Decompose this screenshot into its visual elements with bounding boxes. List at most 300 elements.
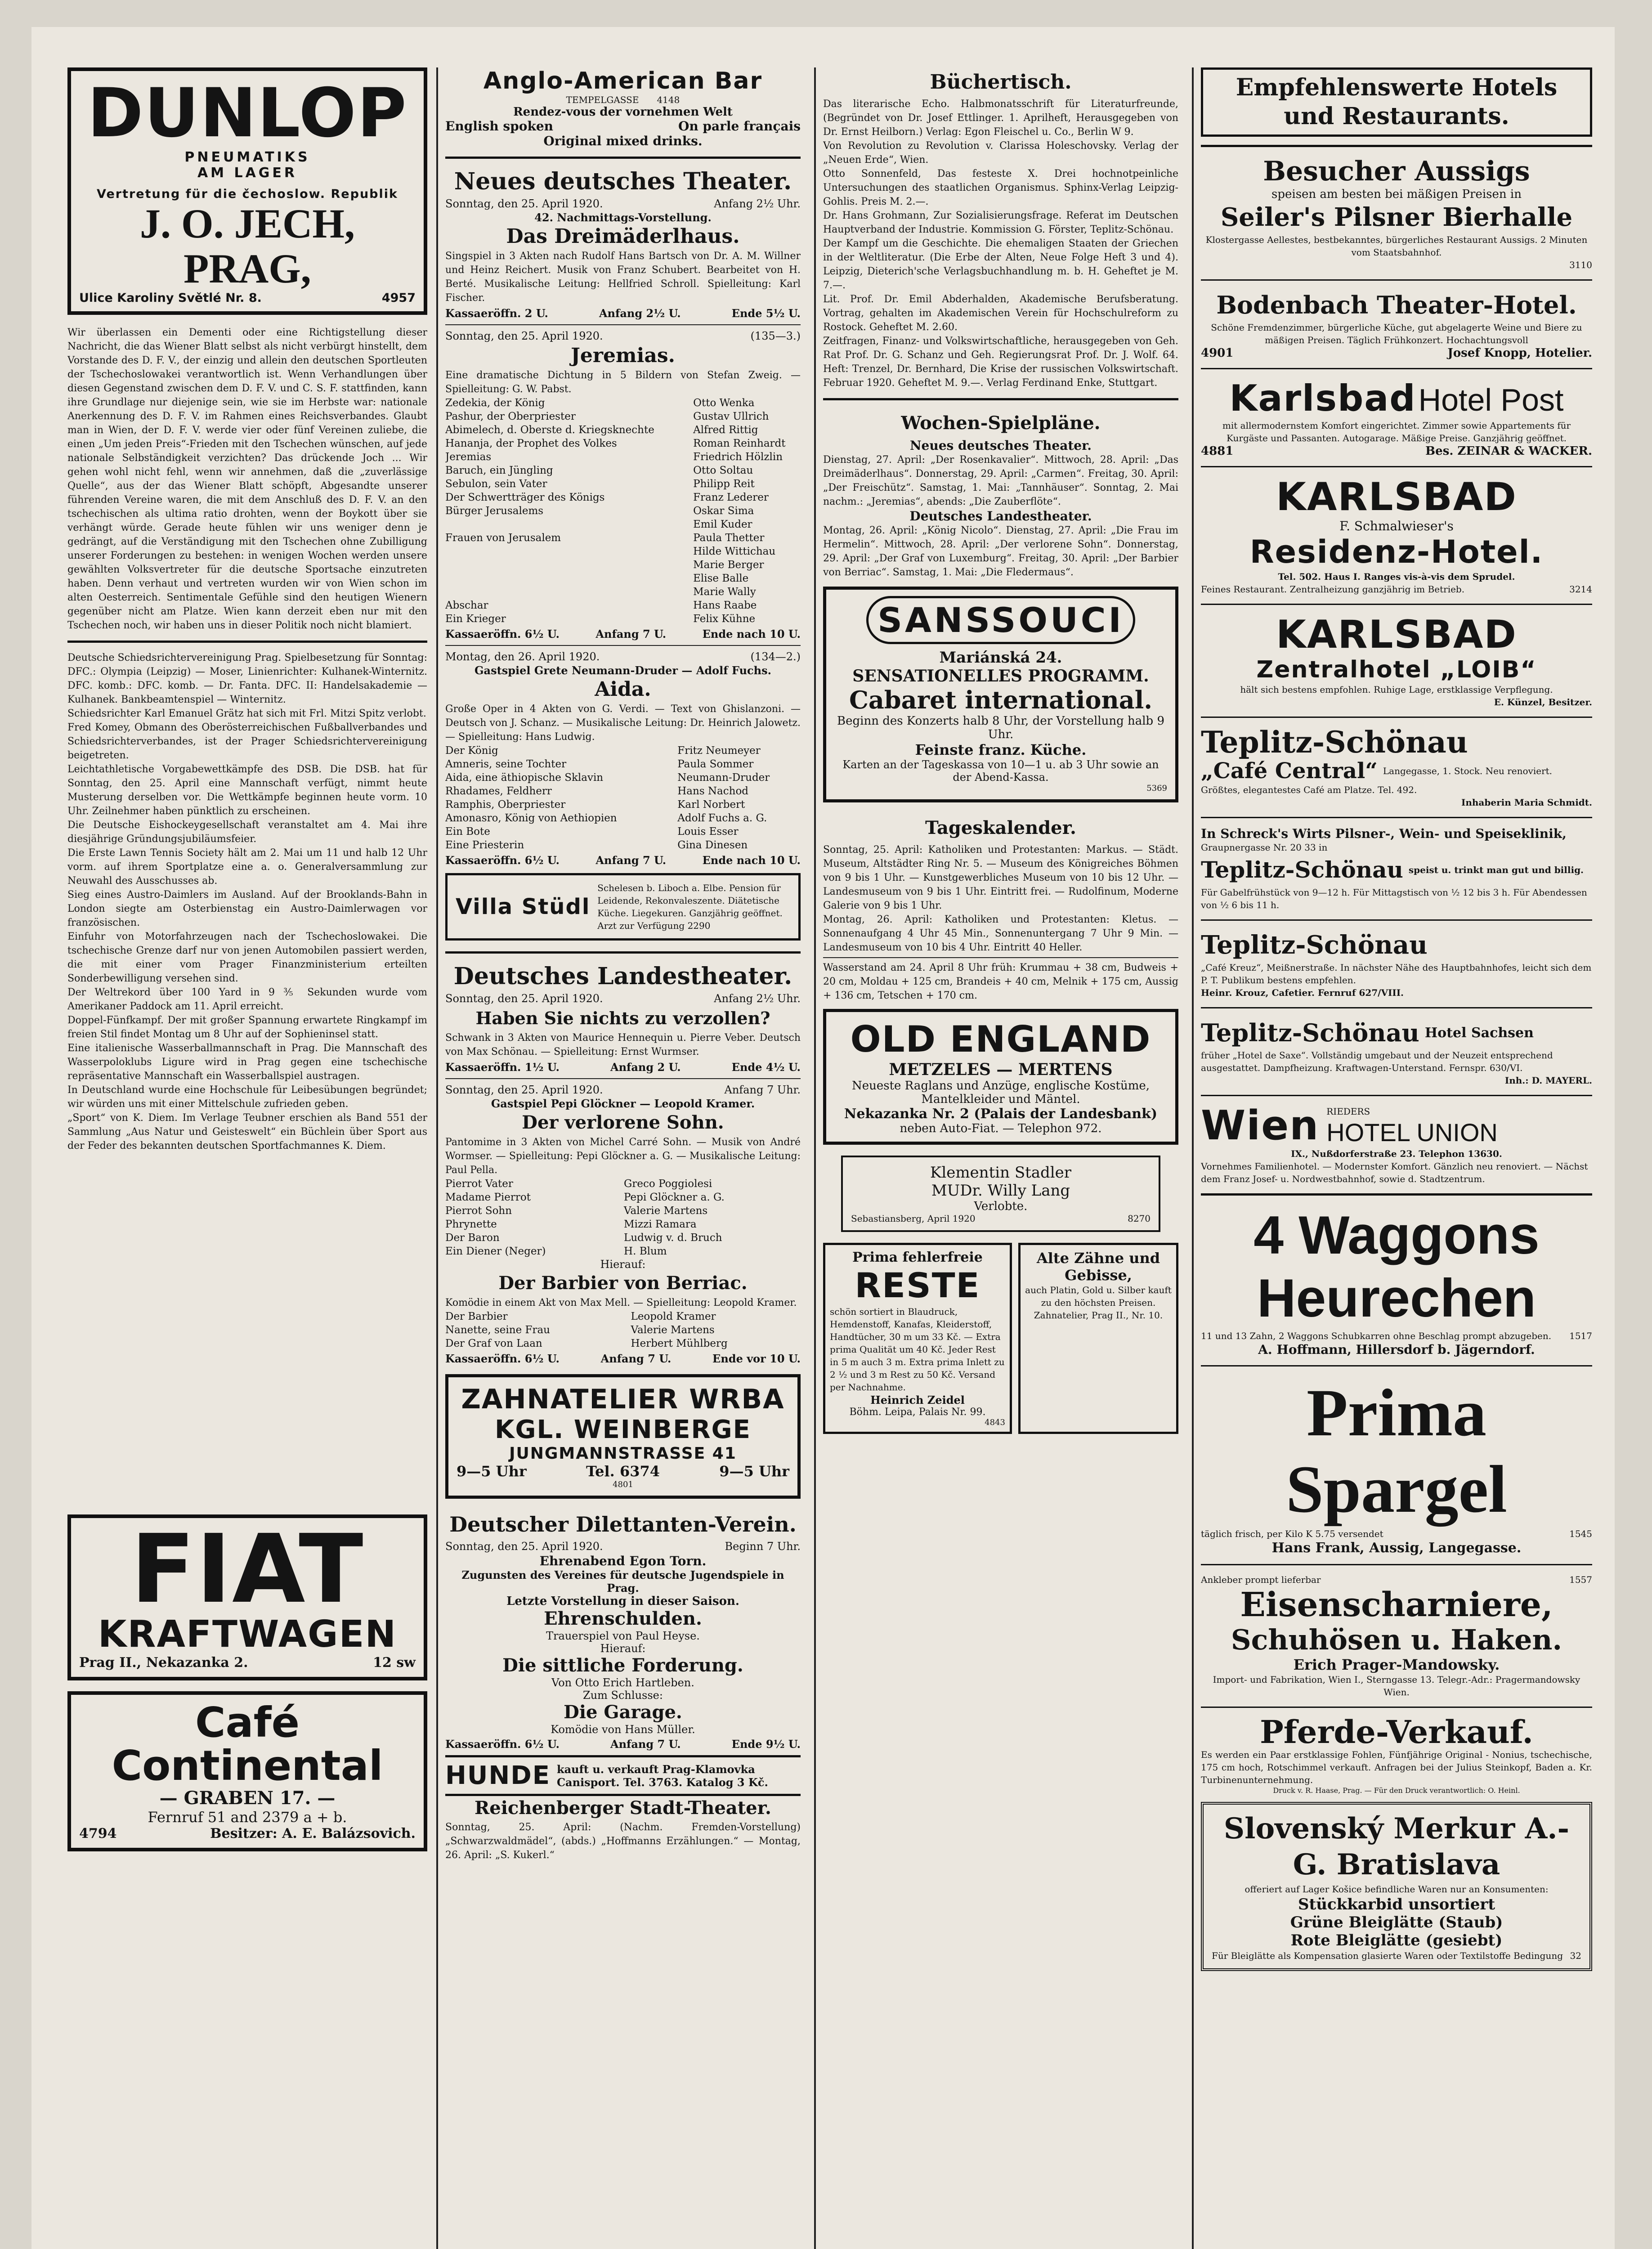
cast-actor: Franz Lederer [693,492,769,503]
hunde-word: HUNDE [445,1761,551,1790]
teplitz-cafe-kreuz-ad [1201,929,1592,999]
bodenbach-owner: Josef Knopp, Hotelier. [1447,346,1592,360]
verlobung-notice [841,1156,1160,1232]
cast-row [445,1245,801,1258]
cast-role: Der Baron [445,1232,500,1244]
eisen-head: Ankleber prompt lieferbar [1201,1574,1321,1585]
karlsbad-loib-ad [1201,613,1592,708]
cast-role: Aida, eine äthiopische Sklavin [445,772,604,784]
cast-row [445,423,801,437]
wien-union-ad [1201,1104,1592,1185]
ndt-kassa1b: Anfang 2½ U. [599,307,681,320]
reichenberg-text: Sonntag, 25. April: (Nachm. Fremden-Vorstellung) „Schwarzwaldmädel“, (abds.) „Hoffmanns Erzählungen.“ — Montag, 26. April: „S. Kukerl.“ [445,1822,801,1861]
merkur-line: offeriert auf Lager Košice befindliche Waren nur an Konsumenten: [1245,1884,1549,1895]
sanssouci-ref: 5369 [1146,784,1167,793]
ldt-kassa2c: Ende vor 10 U. [712,1352,801,1365]
column-rule [436,67,438,2249]
cast-row [445,477,801,491]
ndt-desc2: Eine dramatische Dichtung in 5 Bildern von Stefan Zweig. — Spielleitung: G. W. Pabst. [445,370,801,395]
cast-role: Abimelech, d. Oberste d. Kriegsknechte [445,424,654,436]
bar-line1: Rendez-vous der vornehmen Welt [513,105,733,119]
cast-role: Rhadames, Feldherr [445,785,552,797]
cast-actor: Marie Wally [693,586,756,598]
teplitz-hotel-sachsen-ad [1201,1017,1592,1087]
divider [445,157,801,159]
teplitz1-text: Größtes, elegantestes Café am Platze. Tel. 492. [1201,784,1417,795]
wochen-title: Wochen-Spielpläne. [901,412,1101,434]
schreck-ad [1201,826,1592,911]
zahn-hours1: 9—5 Uhr [457,1463,527,1480]
divider [1201,1095,1592,1096]
ldt-kassa1b: Anfang 2 U. [610,1061,681,1074]
fiat-brand: FIAT [130,1514,364,1624]
ndt-date3: Montag, den 26. April 1920. [445,650,600,663]
ndt-kassa3b: Anfang 7 U. [595,854,667,867]
dil-play2: Die sittliche Forderung. [502,1655,743,1676]
wien-city: Wien [1201,1102,1320,1149]
cast-role: Ein Bote [445,826,490,838]
bar-place: TEMPELGASSE [566,94,639,105]
cast-role: Der Barbier [445,1311,508,1322]
dil-kassa-c: Ende 9½ U. [731,1738,801,1751]
cast-row [445,1191,801,1204]
ndt-desc1: Singspiel in 3 Akten nach Rudolf Hans Bartsch von Dr. A. M. Willner und Heinz Reichert. Musik von Franz Schubert. Bearbeitet von H. Berté. Musikalische Leitung: Hellfried Schroll. Spielleitung: Karl Fischer. [445,251,801,304]
ldt-kassa1a: Kassaeröffn. 1½ U. [445,1061,560,1074]
villa-name: Villa Stüdl [456,894,591,919]
cast-role: Der Schwertträger des Königs [445,492,605,503]
ldt-kassa2a: Kassaeröffn. 6½ U. [445,1352,560,1365]
cast-row [445,504,801,518]
cast-actor: Emil Kuder [693,519,752,530]
divider [823,398,1178,400]
cast-row [445,450,801,464]
sanssouci-name: SANSSOUCI [877,600,1124,640]
reste-text: schön sortiert in Blaudruck, Hemdenstoff, Kanafas, Kleiderstoff, Handtücher, 30 m um 33 Kč. — Extra prima Qualität um 40 Kč. Jeder Rest in 5 m auch 3 m. Extra prima Inlett zu 2 ½ und 3 m Rest zu 50 Kč. Versand per Nachnahme. [830,1306,1005,1393]
teplitz2-times: Für Gabelfrühstück von 9—12 h. Für Mittagstisch von ½ 12 bis 3 h. Für Abendessen von ½ 6 bis 11 h. [1201,887,1587,910]
schreck-addr: Graupnergasse Nr. 20 33 in [1201,842,1328,853]
zahnatelier-ad [445,1374,801,1499]
news-article-1: Wir überlassen ein Dementi oder eine Richtigstellung dieser Nachricht, die das Wiener Blatt selbst als nicht verbürgt hinstellt, dem Vorstande des D. F. V., der einzig und allein den deutschen Sportleuten der Tschechoslowakei verantwortlich ist. Wenn Verhandlungen über diesen Gegenstand zwischen dem D. F. V. und C. S. F. stattfinden, kann ihre Grundlage nur diejenige sein, wie sie im Herbste war: nationale Anerkennung des D. F. V. im Rahmen eines Reichsverbandes. Glaubt man in Wien, der D. F. V. werde vier oder fünf Vereinen zuliebe, die einen „Um jeden Preis“-Frieden mit den Tschechen wünschen, auf jede nationale Selbständigkeit verzichten? Das drückende Joch ... Wir gehen wohl nicht fehl, wenn wir annehmen, daß die „zuverlässige Quelle“, aus der das Wiener Blatt schöpft, Abgesandte unserer führenden Vereine waren, die mit dem Anschluß des D. F. V. an den tschechischen als ultima ratio drohten, wenn der Boykott über sie verhängt würde. Gerade heute fühlen wir uns weniger denn je gedrängt, auf die Verständigung mit den Tschechen ohne Zubilligung unserer Forderungen zu bestehen: in wenigen Wochen werden unsere gewählten Volksvertreter für die deutsche Sportsache einzutreten haben. Denn verhaut und vertreten wurden wir von Wien schon im alten Oesterreich. Sentimentale Gefühle sind den heutigen Wienern gegenüber nicht am Platze. Wien kann derzeit eben nur mit den Tschechen noch, wir haben uns in dieser Politik noch nicht blamiert. [67,327,427,631]
wochen-ndt: Neues deutsches Theater. [909,438,1092,453]
ndt-kassa3c: Ende nach 10 U. [702,854,801,867]
cast-row [445,464,801,477]
divider [1201,1007,1592,1008]
cast-row [445,545,801,558]
cast-row [445,784,801,798]
cast-role: Sebulon, sein Vater [445,478,547,490]
divider [1201,1193,1592,1196]
cast-actor: Valerie Martens [624,1205,708,1217]
sanssouci-address: Mariánská 24. [939,649,1062,667]
dil-desc3: Komödie von Hans Müller. [551,1723,695,1736]
cast-actor: Herbert Mühlberg [631,1338,728,1349]
karlsbad2-city: KARLSBAD [1276,475,1517,520]
ldt-kassa2b: Anfang 7 U. [600,1352,672,1365]
cast-role: Nanette, seine Frau [445,1324,550,1336]
dunlop-line3: Vertretung für die čechoslow. Republik [97,187,398,201]
ldt-date1: Sonntag, den 25. April 1920. [445,992,603,1005]
cast-role [445,545,686,558]
bodenbach-text: Schöne Fremdenzimmer, bürgerliche Küche, gut abgelagerte Weine und Biere zu mäßigen Preisen. Täglich Frühkonzert. Hochachtungsvoll [1211,322,1582,345]
cast-actor: Hilde Wittichau [693,546,776,557]
karlsbad2-tel: Tel. 502. Haus I. Ranges vis-à-vis dem Sprudel. [1278,571,1515,582]
cast-role: Pashur, der Oberpriester [445,411,576,422]
ldt-desc3: Komödie in einem Akt von Max Mell. — Spielleitung: Leopold Kramer. [445,1297,797,1308]
teplitz1-city: Teplitz-Schönau [1201,725,1468,760]
waggons-title: 4 Waggons Heurechen [1254,1205,1540,1328]
cast-actor: Hans Raabe [693,600,757,611]
cast-row [445,825,801,838]
dil-schluss: Zum Schlusse: [583,1689,663,1702]
cast-role: Amneris, seine Tochter [445,758,567,770]
dilettanten-title: Deutscher Dilettanten-Verein. [449,1512,797,1537]
dil-play1: Ehrenschulden. [544,1608,702,1629]
cast-row [445,771,801,784]
spargel-title: Prima Spargel [1286,1375,1507,1527]
eisen-title1: Eisenscharniere, [1240,1586,1553,1624]
cast-row [445,838,801,852]
karlsbad1-text: mit allermodernstem Komfort eingerichtet. Zimmer sowie Appartements für Kurgäste und Passanten. Autogarage. Mäßige Preise. Ganzjährig geöffnet. [1222,420,1571,444]
aussig-ad [1201,155,1592,271]
reste-ref: 4843 [985,1418,1005,1427]
cast-actor: Valerie Martens [631,1324,715,1336]
ndt-play1: Das Dreimäderlhaus. [506,225,740,248]
cast-row [445,437,801,450]
cafe-continental-ad [67,1691,427,1851]
cast-actor: Hans Nachod [677,785,749,797]
ndt-kassa1c: Ende 5½ U. [731,307,801,320]
hunde-ad [445,1755,801,1796]
cast-row [445,612,801,626]
cast-role: Ein Diener (Neger) [445,1245,546,1257]
cast-actor: Alfred Rittig [693,424,758,436]
cast-actor: Gina Dinesen [677,839,748,851]
cast-row [445,1310,801,1323]
zaehne-title: Alte Zähne und Gebisse, [1036,1250,1160,1284]
cast-actor: Elise Balle [693,573,749,584]
cast-role: Phrynette [445,1219,497,1230]
divider [445,951,801,954]
dunlop-company: J. O. JECH, PRAG, [140,201,355,291]
ndt-kassa3a: Kassaeröffn. 6½ U. [445,854,560,867]
oe-address: Nekazanka Nr. 2 (Palais der Landesbank) [844,1106,1158,1122]
cast-row [445,798,801,811]
cast-actor: Otto Wenka [693,397,755,409]
sanssouci-ad [823,587,1178,802]
buecher-text: Das literarische Echo. Halbmonatsschrift für Literaturfreunde, (Begründet von Dr. Josef Ettlinger. 1. Aprilheft, Herausgegeben von Dr. Ernst Heilborn.) Verlag: Egon Fleischel u. Co., Berlin W 9. Von Revolution zu Revolution v. Clarissa Holeschovsky. Verlag der „Neuen Erde“, Wien. Otto Sonnenfeld, Das festeste X. Drei hochnotpeinliche Untersuchungen des staatlichen Organismus. Sphinx-Verlag Leipzig-Gohlis. Preis M. 2.—. Dr. Hans Grohmann, Zur Sozialisierungsfrage. Referat im Deutschen Hauptverband der Industrie. Kommission G. Förster, Teplitz-Schönau. Der Kampf um die Geschichte. Die ehemaligen Staaten der Griechen in der Weltliteratur. (Die Erbe der Alten, Neue Folge Heft 3 und 4). Leipzig, Dieterich'sche Verlagsbuchhandlung m. b. H. Geheftet je M. 7.—. Lit. Prof. Dr. Emil Abderhalden, Akademische Berufsberatung. Vortrag, gehalten im Akademischen Verein für Hochschulreform zu Rostock. Geheftet M. 2.60. Zeitfragen, Finanz- und Volkswirtschaftliche, herausgegeben von Geh. Rat Prof. Dr. G. Schanz und Geh. Regierungsrat Prof. Dr. J. Wolf. 64. Heft: Trenzel, Dr. Bernhard, Die Krise der russischen Volkswirtschaft. Februar 1920. Geheftet M. 9.—. Verlag Ferdinand Enke, Stuttgart. [823,99,1178,389]
teplitz-cafe-central-ad [1201,726,1592,809]
verlobung-place: Sebastiansberg, April 1920 [851,1213,976,1224]
ldt-hierauf: Hierauf: [600,1258,646,1271]
cast-actor: Friedrich Hölzlin [693,451,783,463]
cast-role: Zedekia, der König [445,397,545,409]
cast-role: Bürger Jerusalems [445,505,544,517]
ndt-ref3: (134—2.) [750,650,801,663]
villa-stuedl-ad [445,873,801,941]
bar-line3: Original mixed drinks. [543,134,703,148]
cast-row [445,1177,801,1191]
dil-zugunsten: Zugunsten des Vereines für deutsche Jugendspiele in Prag. [461,1568,784,1595]
aussig-name: Seiler's Pilsner Bierhalle [1220,202,1573,232]
eisen-firm: Erich Prager-Mandowsky. [1293,1656,1500,1673]
wochen-ldt-text: Montag, 26. April: „König Nicolo“. Dienstag, 27. April: „Die Frau im Hermelin“. Mittwoch, 28. April: „Der verlorene Sohn“. Donnerstag, 29. April: „Der Graf von Luxemburg“. Freitag, 30. April: „Der Barbier von Berriac“. Samstag, 1. Mai: „Die Fledermaus“. [823,525,1178,578]
column-2 [445,67,801,2249]
ndt-cast-list [445,744,801,852]
schreck-name: In Schreck's Wirts Pilsner-, Wein- und Speiseklinik, [1201,826,1567,841]
divider [1201,604,1592,605]
cast-actor: Leopold Kramer [631,1311,716,1322]
cast-row [445,811,801,825]
ndt-date2: Sonntag, den 25. April 1920. [445,330,603,342]
cast-role [445,572,686,585]
zahn-street: JUNGMANNSTRASSE 41 [509,1444,737,1463]
buecher-title: Büchertisch. [930,71,1072,94]
teplitz4-name: Hotel Sachsen [1424,1025,1534,1041]
cast-row [445,572,801,585]
dil-play3: Die Garage. [564,1702,682,1723]
verlobung-name2: MUDr. Willy Lang [931,1182,1070,1200]
ldt-start2: Anfang 7 Uhr. [724,1084,801,1096]
cast-role [445,518,686,531]
cast-row [445,410,801,423]
dunlop-address: Ulice Karoliny Světlé Nr. 8. [79,291,262,305]
pferde-title: Pferde-Verkauf. [1260,1713,1533,1751]
karlsbad2-owner: F. Schmalwieser's [1339,519,1454,533]
dil-kassa-a: Kassaeröffn. 6½ U. [445,1738,560,1751]
reste-firm: Heinrich Zeidel [870,1393,965,1407]
cast-actor: Paula Sommer [677,758,754,770]
divider [1201,919,1592,921]
dil-hierauf1: Hierauf: [600,1642,646,1655]
teplitz1-name: „Café Central“ [1201,758,1378,784]
reichenberg-title: Reichenberger Stadt-Theater. [475,1797,771,1819]
cast-row [445,491,801,504]
karlsbad1-name: Karlsbad [1229,377,1416,419]
cast-row [445,1218,801,1231]
cast-role: Madame Pierrot [445,1192,531,1203]
cast-role: Ramphis, Oberpriester [445,799,566,811]
divider [1201,717,1592,718]
newspaper-page [31,27,1615,2249]
cast-actor: Ludwig v. d. Bruch [624,1232,722,1244]
ldt-desc2: Pantomime in 3 Akten von Michel Carré Sohn. — Musik von André Wormser. — Spielleitung: Pepi Glöckner a. G. — Musikalische Leitung: Paul Pella. [445,1137,801,1176]
zaehne-text: auch Platin, Gold u. Silber kauft zu den höchsten Preisen. Zahnatelier, Prag II., Nr. 10. [1025,1285,1172,1321]
oe-owner: METZELES — MERTENS [889,1060,1113,1079]
eisen-title2: Schuhösen u. Haken. [1231,1623,1562,1656]
ndt-ref2: (135—3.) [750,330,801,342]
cast-role: Pierrot Sohn [445,1205,512,1217]
karlsbad-post-ad [1201,377,1592,458]
merkur-item2: Grüne Bleiglätte (Staub) [1290,1913,1503,1931]
cast-row [445,1323,801,1337]
spargel-ref: 1545 [1569,1528,1592,1539]
dunlop-brand: DUNLOP [87,74,407,152]
old-england-ad [823,1009,1178,1145]
cast-actor: Otto Soltau [693,465,753,476]
dil-kassa-b: Anfang 7 U. [610,1738,681,1751]
tageskal-text: Sonntag, 25. April: Katholiken und Protestanten: Markus. — Städt. Museum, Altstädter Ring Nr. 5. — Museum des Königreiches Böhmen von 9 bis 1 Uhr. — Kunstgewerbliches Museum von 10 bis 12 Uhr. — Landesmuseum von 9 bis 1 Uhr. Eintritt frei. — Rudolfinum, Moderne Galerie von 9 bis 1 Uhr. Montag, 26. April: Katholiken und Protestanten: Kletus. — Sonnenaufgang 4 Uhr 45 Min., Sonnenuntergang 7 Uhr 9 Min. — Landesmuseum von 10 bis 4 Uhr. Eintritt 40 Heller. [823,844,1178,953]
karlsbad1-ref: 4881 [1201,444,1234,458]
cafe-address: — GRABEN 17. — [159,1788,336,1809]
karlsbad-residenz-ad [1201,475,1592,596]
teplitz3-city: Teplitz-Schönau [1201,930,1428,960]
bodenbach-ad [1201,289,1592,360]
cast-actor: Mizzi Ramara [624,1219,697,1230]
cast-role: Der König [445,745,498,757]
ndt-kassa2a: Kassaeröffn. 6½ U. [445,627,560,641]
divider [1201,817,1592,818]
ldt-desc1: Schwank in 3 Akten von Maurice Hennequin u. Pierre Veber. Deutsch von Max Schönau. — Spielleitung: Ernst Wurmser. [445,1032,801,1057]
cast-actor: Greco Poggiolesi [624,1178,712,1190]
cast-row [445,1337,801,1350]
reste-word: RESTE [855,1265,980,1305]
divider [1201,1707,1592,1708]
cast-row [445,518,801,531]
cast-actor: Adolf Fuchs a. G. [677,812,767,824]
oe-near: neben Auto-Fiat. — Telephon 972. [900,1122,1102,1135]
ldt-kassa1c: Ende 4½ U. [731,1061,801,1074]
cafe-name: Café Continental [112,1698,383,1790]
verlobung-ref: 8270 [1128,1213,1151,1224]
cast-actor: Oskar Sima [693,505,754,517]
fiat-line: KRAFTWAGEN [98,1613,397,1656]
cast-actor: Paula Thetter [693,532,765,544]
merkur-ad [1201,1802,1592,1971]
divider [1201,1564,1592,1565]
reste-address: Böhm. Leipa, Palais Nr. 99. [849,1407,986,1418]
dunlop-ad [67,67,427,315]
merkur-title: Slovenský Merkur A.-G. Bratislava [1223,1812,1570,1882]
bodenbach-name: Bodenbach Theater-Hotel. [1216,291,1577,319]
eisen-ref: 1557 [1569,1574,1592,1585]
dil-desc2: Von Otto Erich Hartleben. [551,1676,694,1689]
pferde-ad [1201,1713,1592,1795]
karlsbad3-name: Zentralhotel „LOIB“ [1256,656,1537,683]
cast-actor: Neumann-Druder [677,772,770,784]
spargel-ad [1201,1375,1592,1556]
cast-role: Pierrot Vater [445,1178,513,1190]
dunlop-ref: 4957 [381,291,416,305]
karlsbad2-ref: 3214 [1569,584,1592,595]
merkur-item1: Stückkarbid unsortiert [1298,1895,1495,1913]
zahn-ref: 4801 [613,1480,633,1489]
divider [1201,279,1592,281]
aussig-head: Besucher Aussigs [1263,156,1530,187]
cast-row [445,1204,801,1218]
cast-row [445,558,801,572]
ndt-date1: Sonntag, den 25. April 1920. [445,197,603,210]
ldt-cast-list [445,1310,801,1350]
bar-name: Anglo-American Bar [483,67,763,94]
tageskal-title: Tageskalender. [925,817,1076,838]
wien-name: HOTEL UNION [1326,1118,1498,1147]
villa-text: Schelesen b. Liboch a. Elbe. Pension für Leidende, Rekonvaleszente. Diätetische Küche. Liegekuren. Ganzjährig geöffnet. Arzt zur Verfügung [597,883,783,931]
verlobung-word: Verlobte. [974,1200,1028,1213]
teplitz4-text: früher „Hotel de Saxe“. Vollständig umgebaut und der Neuzeit entsprechend ausgestattet. Dampfheizung. Kraftwagen-Unterstand. Fernspr. 630/VI. [1201,1050,1553,1073]
karlsbad2-text: Feines Restaurant. Zentralheizung ganzjährig im Betrieb. [1201,584,1465,595]
wochen-ldt: Deutsches Landestheater. [909,509,1092,524]
aussig-ref: 3110 [1569,260,1592,270]
merkur-ref: 32 [1570,1950,1581,1961]
cast-role: Frauen von Jerusalem [445,532,561,544]
karlsbad2-name: Residenz-Hotel. [1249,533,1544,570]
bar-line2b: On parle français [678,119,801,134]
column-rule [814,67,816,2249]
cast-actor: Pepi Glöckner a. G. [624,1192,725,1203]
teplitz2-text: speist u. trinkt man gut und billig. [1408,865,1584,875]
oe-name: OLD ENGLAND [850,1018,1151,1060]
cast-role: Der Graf von Laan [445,1338,542,1349]
cast-actor: Felix Kühne [693,613,756,625]
cast-role: Abschar [445,600,488,611]
waggons-ref: 1517 [1569,1331,1592,1341]
cast-row [445,744,801,757]
merkur-item3: Rote Bleiglätte (gesiebt) [1290,1931,1503,1949]
ndt-desc3: Große Oper in 4 Akten von G. Verdi. — Text von Ghislanzoni. — Deutsch von J. Schanz. — Musikalische Leitung: Dr. Heinrich Jalowetz. — Spielleitung: Hans Ludwig. [445,703,801,743]
hunde-text: kauft u. verkauft Prag-Klamovka Canisport. Tel. 3763. Katalog 3 Kč. [556,1762,768,1789]
verlobung-name1: Klementin Stadler [930,1164,1072,1182]
column-1 [67,67,427,2249]
divider [1201,466,1592,467]
waggons-text: 11 und 13 Zahn, 2 Waggons Schubkarren ohne Beschlag prompt abzugeben. [1201,1331,1552,1341]
divider [67,641,427,643]
cast-role: Eine Priesterin [445,839,524,851]
ldt-play2: Der verlorene Sohn. [522,1112,724,1133]
ldt-date2: Sonntag, den 25. April 1920. [445,1084,603,1096]
ndt-kassa1a: Kassaeröffn. 2 U. [445,307,548,320]
spargel-text: täglich frisch, per Kilo K 5.75 versendet [1201,1528,1383,1539]
sanssouci-cabaret: Cabaret international. [849,685,1153,714]
cast-actor: Karl Norbert [677,799,745,811]
ndt-cast-list [445,396,801,626]
empf-title: Empfehlenswerte Hotels und Restaurants. [1201,67,1592,137]
cafe-phone: Fernruf 51 and 2379 a + b. [148,1809,347,1826]
dunlop-line2: AM LAGER [197,165,298,181]
wochen-ndt-text: Dienstag, 27. April: „Der Rosenkavalier“. Mittwoch, 28. April: „Das Dreimäderlhaus“. Donnerstag, 29. April: „Carmen“. Freitag, 30. April: „Der Freischütz“. Samstag, 1. Mai: „Tannhäuser“. Sonntag, 2. Mai nachm.: „Jeremias“, abends: „Die Zauberflöte“. [823,454,1178,507]
wien-addr: IX., Nußdorferstraße 23. Telephon 13630. [1291,1148,1502,1159]
cast-role: Jeremias [445,451,492,463]
column-rule [1192,67,1194,2249]
aussig-addr: Klostergasse Aellestes, bestbekanntes, bürgerliches Restaurant Aussigs. 2 Minuten vom Staatsbahnhof. [1205,234,1588,258]
cast-actor: Fritz Neumeyer [677,745,761,757]
ndt-start1: Anfang 2½ Uhr. [714,197,801,210]
bodenbach-ref: 4901 [1201,346,1234,360]
zahn-city: KGL. WEINBERGE [495,1415,751,1444]
teplitz4-city: Teplitz-Schönau [1201,1018,1419,1047]
aussig-text: speisen am besten bei mäßigen Preisen in [1271,188,1522,201]
ndt-guest3: Gastspiel Grete Neumann-Druder — Adolf Fuchs. [475,664,771,677]
karlsbad1-hotel: Hotel Post [1418,382,1564,417]
cast-role [445,585,686,599]
column-4 [1201,67,1592,2249]
eisen-ad [1201,1573,1592,1698]
karlsbad3-owner: E. Künzel, Besitzer. [1494,697,1592,708]
ndt-sub1: 42. Nachmittags-Vorstellung. [534,211,712,224]
ldt-title: Deutsches Landestheater. [453,963,792,990]
cast-actor: Roman Reinhardt [693,438,786,449]
oe-text: Neueste Raglans und Anzüge, englische Kostüme, Mantelkleider und Mäntel. [851,1079,1150,1106]
zahn-hours2: 9—5 Uhr [719,1463,789,1480]
ldt-play1: Haben Sie nichts zu verzollen? [475,1008,770,1028]
cafe-ref: 4794 [79,1826,117,1841]
cast-row [445,1231,801,1245]
reste-ad [823,1243,1012,1434]
ndt-play2: Jeremias. [571,344,675,367]
fiat-address: Prag II., Nekazanka 2. [79,1655,248,1671]
dil-desc1: Trauerspiel von Paul Heyse. [546,1630,700,1642]
zaehne-ad [1018,1243,1178,1434]
cast-role: Ein Krieger [445,613,506,625]
